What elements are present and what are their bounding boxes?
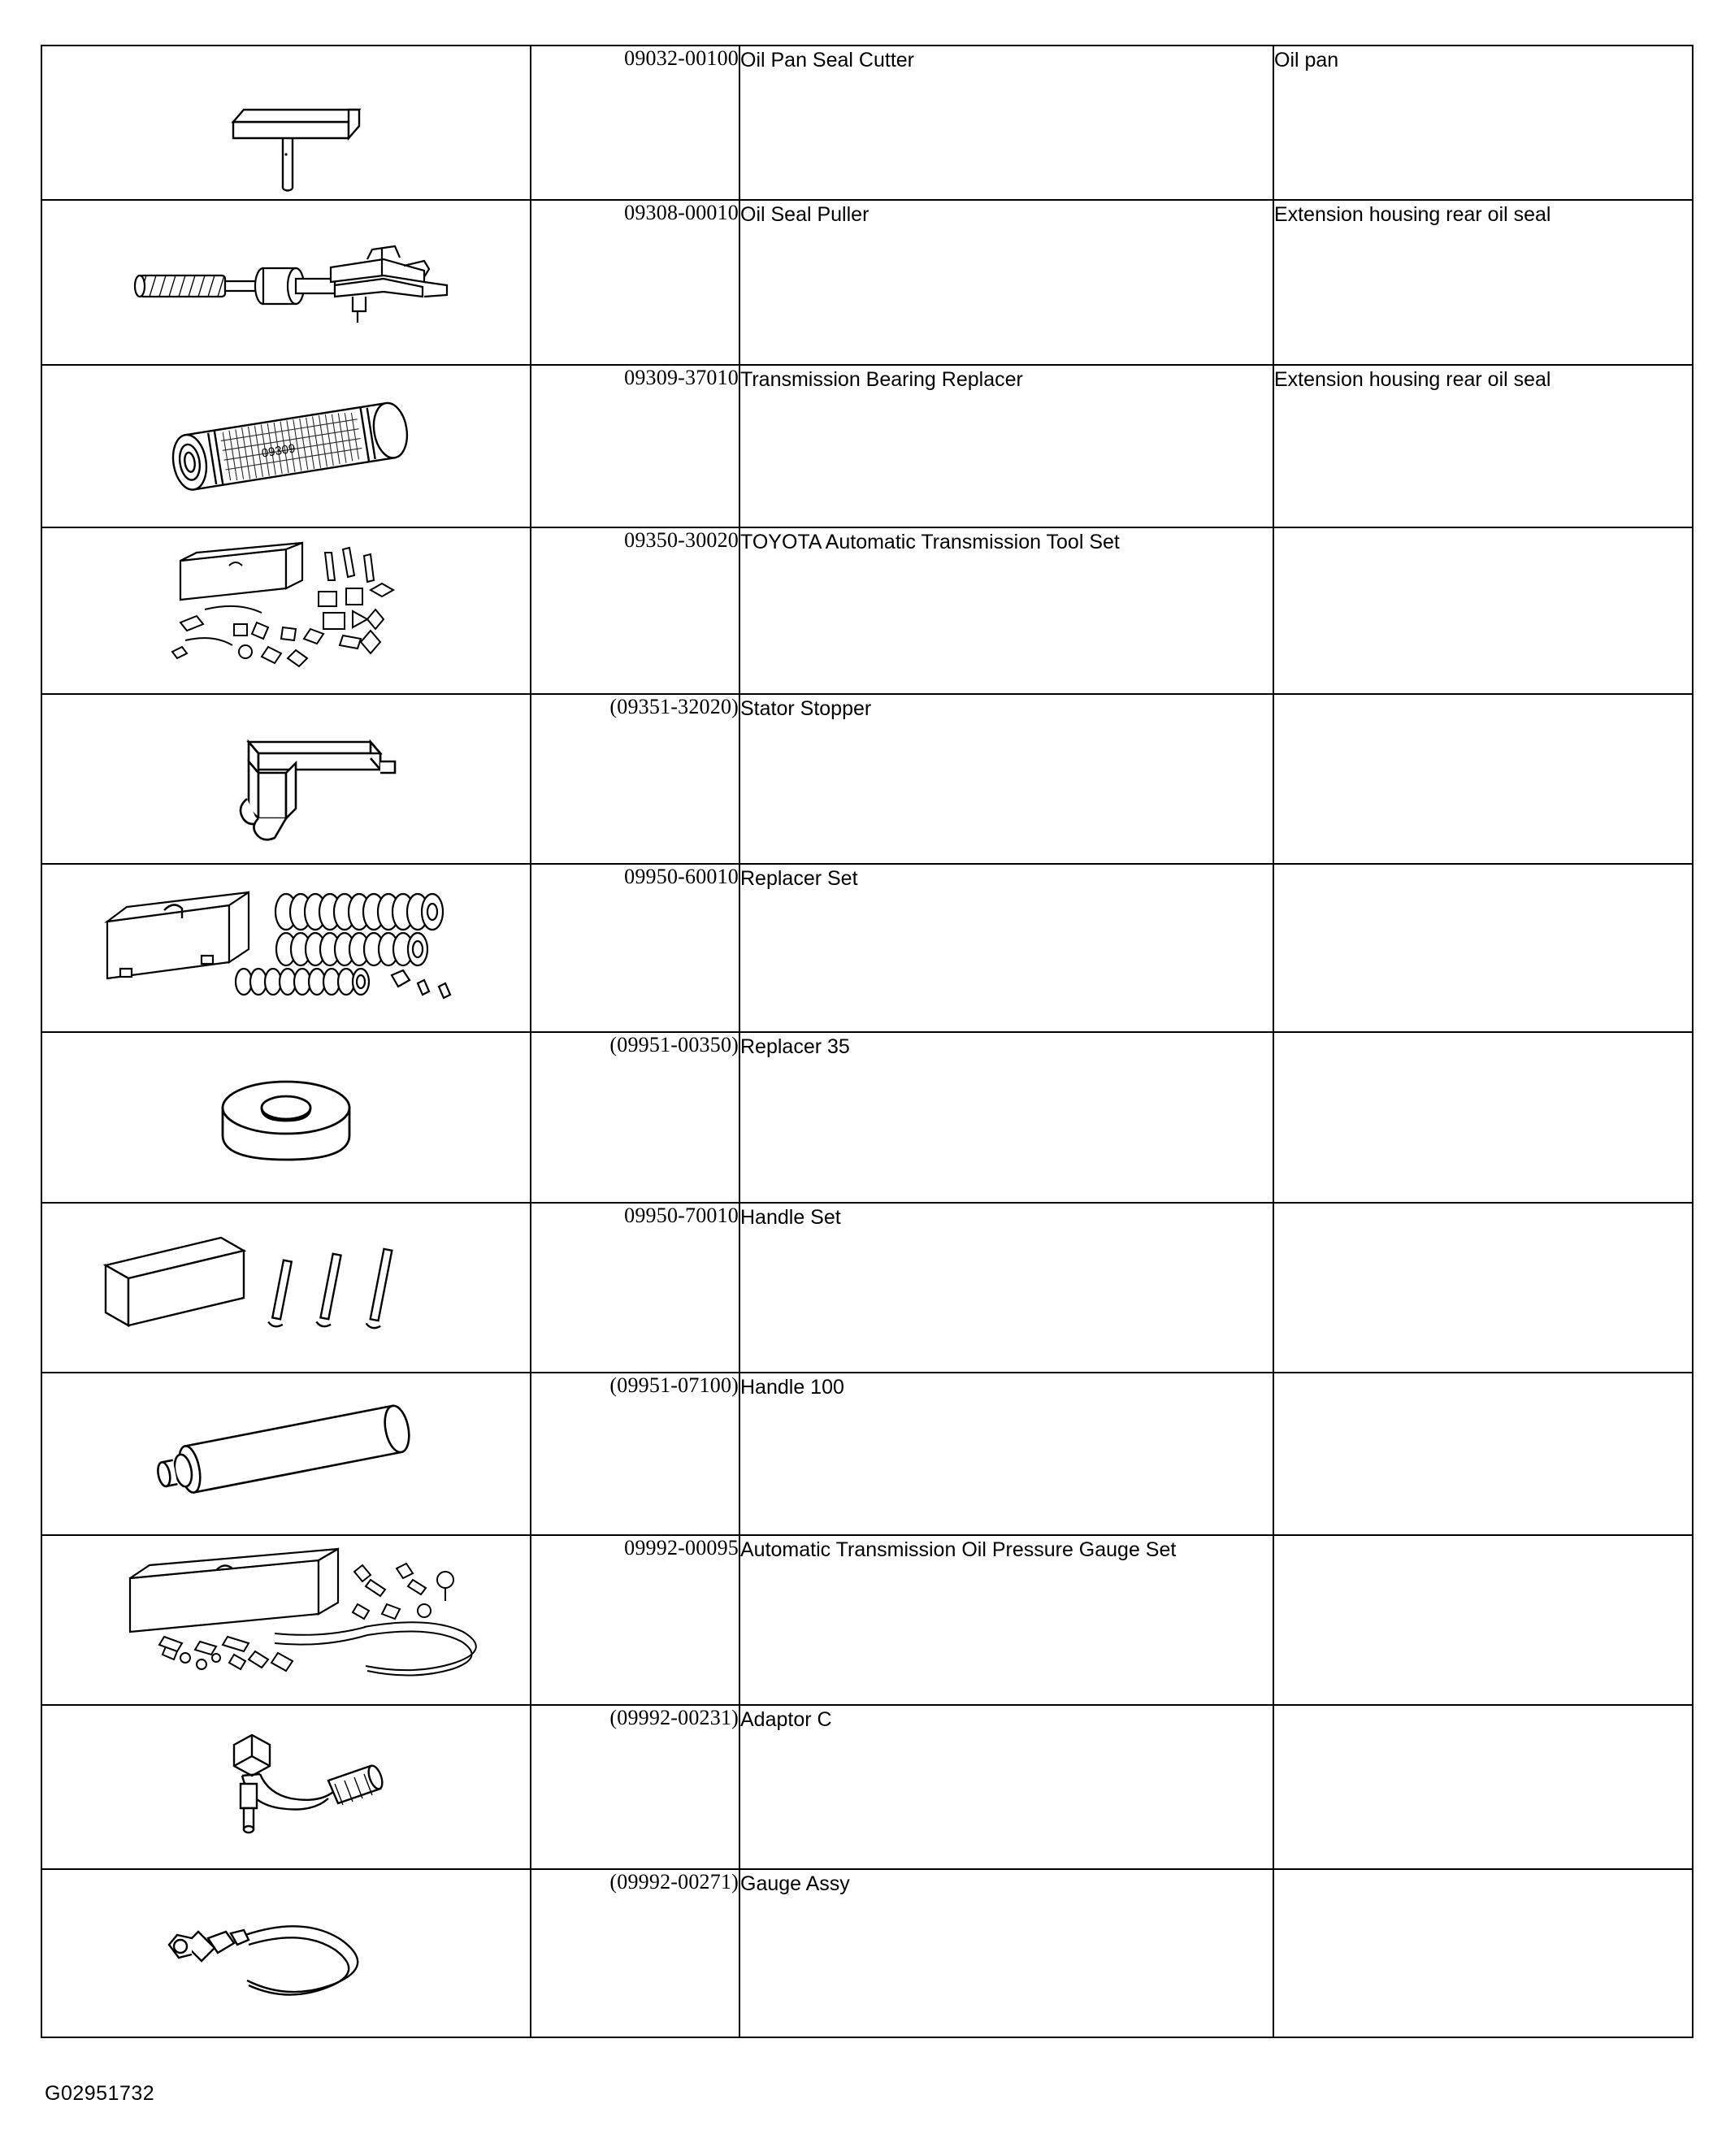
tool-application [1273, 1032, 1693, 1203]
tool-name: Handle 100 [739, 1373, 1273, 1535]
tool-application [1273, 1869, 1693, 2037]
tool-application [1273, 864, 1693, 1032]
handle-set-icon [42, 1204, 530, 1372]
automatic-transmission-oil-pressure-gauge-set-icon [42, 1536, 530, 1704]
table-row [41, 1032, 1693, 1203]
tool-application [1273, 1203, 1693, 1373]
tool-application: Extension housing rear oil seal [1273, 365, 1693, 527]
tool-illustration-cell [41, 365, 531, 527]
tool-name: Adaptor C [739, 1705, 1273, 1869]
handle-100-icon [42, 1373, 530, 1534]
stator-stopper-icon [42, 695, 530, 863]
tool-name: TOYOTA Automatic Transmission Tool Set [739, 527, 1273, 694]
replacer-set-icon [42, 865, 530, 1031]
tool-name: Oil Seal Puller [739, 200, 1273, 365]
tool-application [1273, 1705, 1693, 1869]
table-row [41, 46, 1693, 200]
part-number: 09032-00100 [531, 46, 739, 200]
tool-illustration-cell [41, 1032, 531, 1203]
tool-illustration-cell [41, 694, 531, 864]
adaptor-c-icon [42, 1706, 530, 1868]
tool-illustration-cell [41, 527, 531, 694]
tool-application [1273, 527, 1693, 694]
tool-illustration-cell [41, 1705, 531, 1869]
tool-illustration-cell [41, 1203, 531, 1373]
special-service-tools-table [41, 45, 1693, 2038]
table-row [41, 694, 1693, 864]
tool-application [1273, 1373, 1693, 1535]
tool-illustration-cell [41, 864, 531, 1032]
table-row [41, 1869, 1693, 2037]
part-number: (09951-07100) [531, 1373, 739, 1535]
part-number: (09992-00231) [531, 1705, 739, 1869]
tool-name: Handle Set [739, 1203, 1273, 1373]
tool-illustration-cell [41, 1869, 531, 2037]
table-row [41, 1535, 1693, 1705]
svg-text:09309: 09309 [260, 441, 297, 461]
tool-illustration-cell [41, 200, 531, 365]
table-row [41, 200, 1693, 365]
part-number: 09308-00010 [531, 200, 739, 365]
part-number: 09309-37010 [531, 365, 739, 527]
tool-name: Stator Stopper [739, 694, 1273, 864]
table-row [41, 1705, 1693, 1869]
part-number: (09351-32020) [531, 694, 739, 864]
tool-application: Extension housing rear oil seal [1273, 200, 1693, 365]
table-row [41, 864, 1693, 1032]
replacer-35-icon [42, 1033, 530, 1202]
table-row [41, 365, 1693, 527]
tool-name: Transmission Bearing Replacer [739, 365, 1273, 527]
part-number: 09350-30020 [531, 527, 739, 694]
transmission-bearing-replacer-icon [42, 366, 530, 527]
tool-name: Replacer Set [739, 864, 1273, 1032]
toyota-automatic-transmission-tool-set-icon [42, 528, 530, 693]
tool-illustration-cell [41, 1373, 531, 1535]
tool-application [1273, 1535, 1693, 1705]
tool-name: Automatic Transmission Oil Pressure Gauge Set [739, 1535, 1273, 1705]
table-row [41, 1203, 1693, 1373]
tool-illustration-cell [41, 1535, 531, 1705]
tool-application [1273, 694, 1693, 864]
tool-name: Gauge Assy [739, 1869, 1273, 2037]
part-number: (09951-00350) [531, 1032, 739, 1203]
gauge-assy-icon [42, 1870, 530, 2037]
document-figure-code: G02951732 [45, 2082, 155, 2105]
tool-illustration-cell [41, 46, 531, 200]
tool-application: Oil pan [1273, 46, 1693, 200]
oil-seal-puller-icon [42, 201, 530, 364]
part-number: (09992-00271) [531, 1869, 739, 2037]
part-number: 09950-60010 [531, 864, 739, 1032]
tool-name: Replacer 35 [739, 1032, 1273, 1203]
tool-name: Oil Pan Seal Cutter [739, 46, 1273, 200]
oil-pan-seal-cutter-icon [42, 46, 530, 199]
table-row [41, 1373, 1693, 1535]
part-number: 09950-70010 [531, 1203, 739, 1373]
table-row [41, 527, 1693, 694]
part-number: 09992-00095 [531, 1535, 739, 1705]
